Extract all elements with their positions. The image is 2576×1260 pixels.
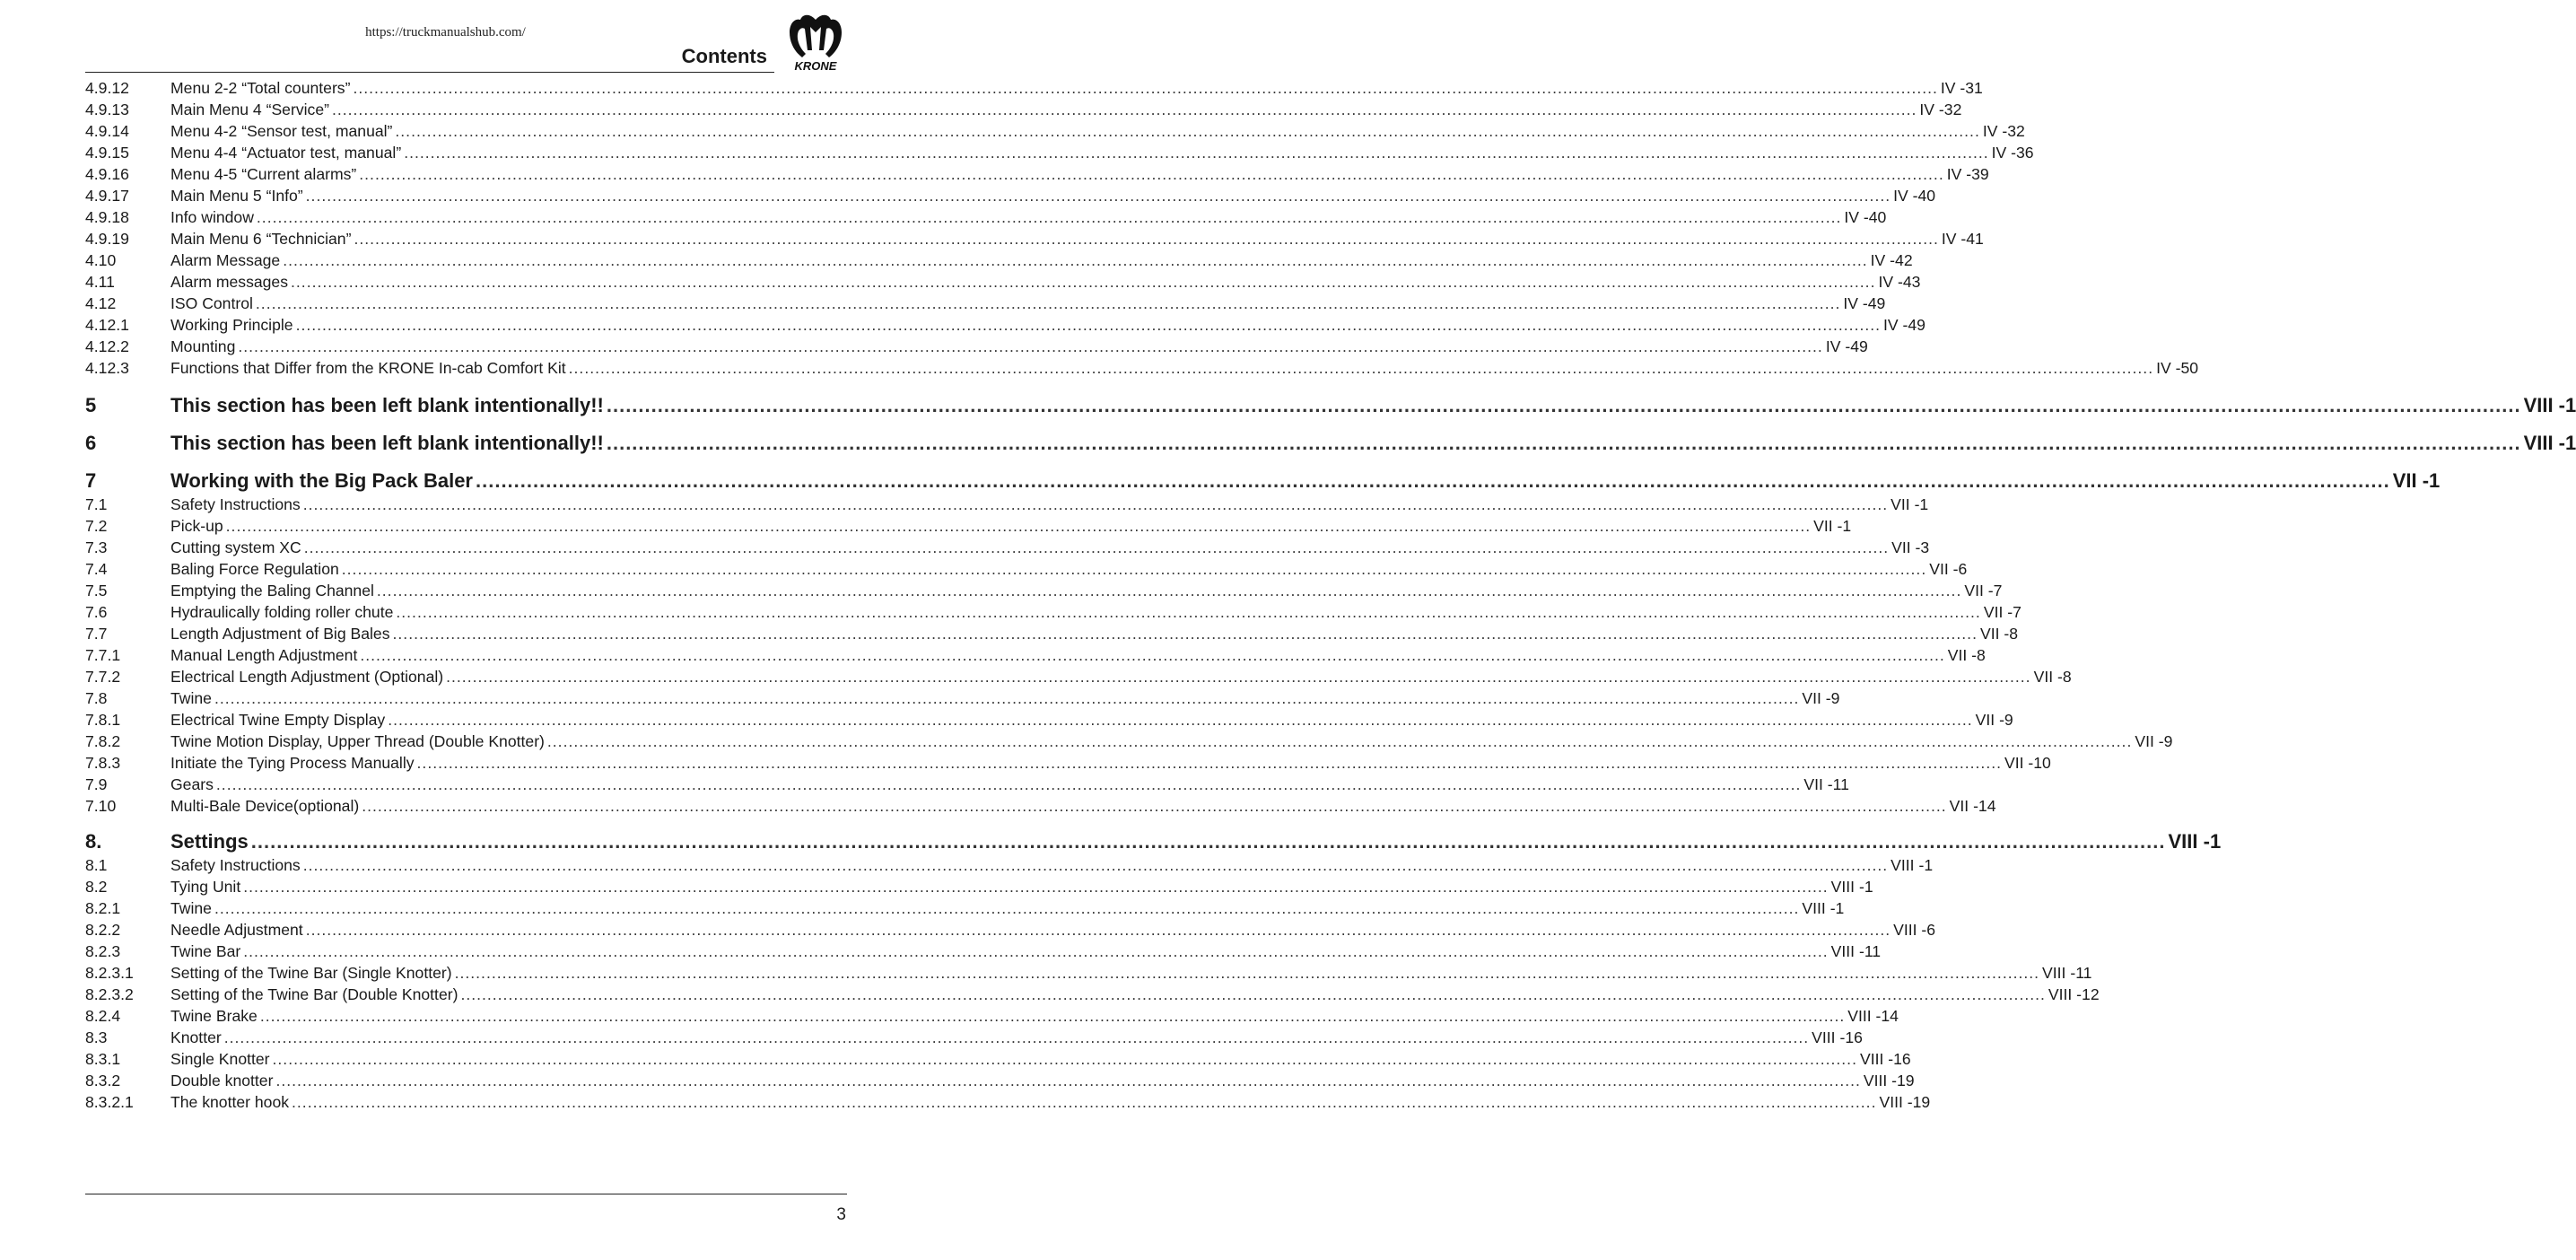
toc-dot-leader: ............................................................................................................................................................................................................................................................................................................ [454, 964, 2040, 982]
toc-dot-leader: ............................................................................................................................................................................................................................................................................................................ [404, 144, 1989, 162]
toc-entry[interactable] [85, 494, 1929, 515]
toc-entry[interactable] [85, 774, 1849, 795]
toc-section-entry[interactable] [85, 468, 2441, 494]
toc-entry-number: 8.3.1 [85, 1050, 121, 1068]
page-title: Contents [681, 45, 767, 67]
toc-entry-title: Electrical Length Adjustment (Optional) [170, 668, 444, 686]
page-number: 3 [836, 1205, 846, 1224]
toc-entry-number: 7.9 [85, 775, 108, 793]
toc-entry-title: Alarm Message [170, 251, 281, 269]
toc-entry-title: Gears [170, 775, 214, 793]
toc-entry-page: VII -6 [1929, 560, 1968, 578]
toc-entry[interactable] [85, 897, 1845, 919]
toc-entry-page: VIII -16 [1859, 1050, 1911, 1068]
toc-dot-leader: ............................................................................................................................................................................................................................................................................................................ [295, 316, 1882, 334]
toc-entry-title: Electrical Twine Empty Display [170, 711, 386, 729]
toc-entry-number: 8.2.3 [85, 942, 121, 960]
toc-entry[interactable] [85, 249, 1913, 271]
toc-entry-page: VIII -1 [2168, 830, 2222, 853]
toc-entry-title: Single Knotter [170, 1050, 270, 1068]
toc-entry-title: Working with the Big Pack Baler [170, 469, 473, 492]
toc-entry-page: VII -1 [1813, 517, 1852, 535]
toc-entry-number: 7.4 [85, 560, 108, 578]
toc-section-entry[interactable] [85, 431, 2576, 456]
toc-entry[interactable] [85, 293, 1886, 314]
toc-entry-page: VIII -14 [1847, 1007, 1899, 1025]
toc-dot-leader: ............................................................................................................................................................................................................................................................................................................ [243, 942, 1829, 960]
toc-entry[interactable] [85, 984, 2100, 1005]
toc-entry-number: 7.7.1 [85, 646, 121, 664]
toc-entry-title: Safety Instructions [170, 856, 301, 874]
toc-entry-page: VII -7 [1964, 582, 2003, 599]
toc-entry-number: 8. [85, 830, 102, 853]
toc-entry-number: 4.9.13 [85, 101, 129, 118]
toc-entry-title: Twine Motion Display, Upper Thread (Double Knotter) [170, 732, 545, 750]
toc-dot-leader: ............................................................................................................................................................................................................................................................................................................ [396, 603, 1981, 621]
toc-entry[interactable] [85, 1027, 1863, 1048]
toc-entry-page: VIII -19 [1879, 1093, 1931, 1111]
toc-entry-number: 6 [85, 432, 97, 454]
toc-entry-title: Main Menu 5 “Info” [170, 187, 303, 205]
toc-entry-number: 4.9.17 [85, 187, 129, 205]
toc-entry-page: VII -8 [1979, 625, 2019, 643]
toc-entry-page: IV -32 [1919, 101, 1962, 118]
toc-entry-title: Manual Length Adjustment [170, 646, 358, 664]
toc-entry-number: 4.12.1 [85, 316, 129, 334]
toc-entry-number: 8.1 [85, 856, 108, 874]
toc-entry-title: Multi-Bale Device(optional) [170, 797, 360, 815]
toc-entry[interactable] [85, 919, 1936, 941]
toc-entry-number: 7.6 [85, 603, 108, 621]
toc-entry-number: 8.2.2 [85, 921, 121, 939]
toc-entry[interactable] [85, 163, 1989, 185]
toc-entry[interactable] [85, 314, 1925, 336]
toc-dot-leader: ............................................................................................................................................................................................................................................................................................................ [606, 432, 2521, 454]
toc-entry-page: IV -50 [2156, 359, 2199, 377]
toc-entry-page: VIII -1 [1802, 899, 1845, 917]
toc-entry-number: 8.2.4 [85, 1007, 121, 1025]
toc-entry-number: 7.7.2 [85, 668, 121, 686]
toc-entry-number: 7.8.2 [85, 732, 121, 750]
toc-entry[interactable] [85, 941, 1882, 962]
toc-entry-number: 4.9.12 [85, 79, 129, 97]
toc-entry-title: Twine Bar [170, 942, 241, 960]
toc-entry-number: 7.5 [85, 582, 108, 599]
toc-entry[interactable] [85, 271, 1921, 293]
toc-dot-leader: ............................................................................................................................................................................................................................................................................................................ [341, 560, 1927, 578]
source-url: https://truckmanualshub.com/ [365, 25, 526, 39]
toc-entry[interactable] [85, 228, 1984, 249]
toc-entry-title: Safety Instructions [170, 495, 301, 513]
toc-dot-leader: ............................................................................................................................................................................................................................................................................................................ [272, 1050, 1857, 1068]
toc-entry-number: 4.9.14 [85, 122, 129, 140]
toc-entry-title: Settings [170, 830, 249, 853]
toc-entry-page: VIII -1 [2523, 432, 2576, 454]
toc-entry-number: 8.2 [85, 878, 108, 896]
toc-dot-leader: ............................................................................................................................................................................................................................................................................................................ [362, 797, 1947, 815]
toc-entry-number: 7.8.1 [85, 711, 121, 729]
toc-entry-title: The knotter hook [170, 1093, 290, 1111]
toc-entry-title: Needle Adjustment [170, 921, 303, 939]
toc-entry[interactable] [85, 623, 2019, 644]
toc-entry-title: Menu 4-4 “Actuator test, manual” [170, 144, 402, 162]
toc-entry[interactable] [85, 185, 1936, 206]
toc-entry-page: VIII -12 [2048, 985, 2100, 1003]
toc-entry[interactable] [85, 336, 1868, 357]
toc-entry-page: IV -39 [1946, 165, 1989, 183]
toc-entry-title: Twine [170, 689, 212, 707]
toc-entry-page: IV -40 [1893, 187, 1936, 205]
toc-entry-title: Menu 2-2 “Total counters” [170, 79, 351, 97]
header-divider [85, 72, 774, 73]
toc-dot-leader: ............................................................................................................................................................................................................................................................................................................ [259, 1007, 1846, 1025]
toc-entry-title: Menu 4-2 “Sensor test, manual” [170, 122, 393, 140]
toc-entry-number: 7.8 [85, 689, 108, 707]
toc-entry-number: 7.7 [85, 625, 108, 643]
toc-dot-leader: ............................................................................................................................................................................................................................................................................................................ [256, 208, 1842, 226]
toc-entry-number: 5 [85, 394, 97, 416]
toc-entry-title: Twine [170, 899, 212, 917]
toc-dot-leader: ............................................................................................................................................................................................................................................................................................................ [302, 856, 1889, 874]
toc-entry[interactable] [85, 537, 1930, 558]
toc-entry[interactable] [85, 666, 2072, 687]
toc-entry[interactable] [85, 601, 2022, 623]
toc-entry-title: Info window [170, 208, 254, 226]
toc-entry-page: VII -11 [1803, 775, 1849, 793]
toc-entry-title: Working Principle [170, 316, 293, 334]
toc-entry-title: Initiate the Tying Process Manually [170, 754, 415, 772]
toc-dot-leader: ............................................................................................................................................................................................................................................................................................................ [416, 754, 2002, 772]
toc-dot-leader: ............................................................................................................................................................................................................................................................................................................ [446, 668, 2031, 686]
toc-entry[interactable] [85, 1048, 1911, 1070]
toc-entry-page: IV -41 [1941, 230, 1984, 248]
toc-dot-leader: ............................................................................................................................................................................................................................................................................................................ [223, 1028, 1810, 1046]
toc-dot-leader: ............................................................................................................................................................................................................................................................................................................ [376, 582, 1962, 599]
toc-entry-number: 4.9.18 [85, 208, 129, 226]
toc-dot-leader: ............................................................................................................................................................................................................................................................................................................ [250, 830, 2166, 853]
toc-dot-leader: ............................................................................................................................................................................................................................................................................................................ [238, 337, 1823, 355]
toc-dot-leader: ............................................................................................................................................................................................................................................................................................................ [606, 394, 2521, 416]
toc-dot-leader: ............................................................................................................................................................................................................................................................................................................ [303, 538, 1890, 556]
toc-dot-leader: ............................................................................................................................................................................................................................................................................................................ [331, 101, 1917, 118]
toc-dot-leader: ............................................................................................................................................................................................................................................................................................................ [255, 294, 1841, 312]
toc-entry-page: VIII -19 [1863, 1072, 1915, 1089]
toc-dot-leader: ............................................................................................................................................................................................................................................................................................................ [359, 165, 1944, 183]
toc-entry-page: VII -8 [2033, 668, 2072, 686]
toc-dot-leader: ............................................................................................................................................................................................................................................................................................................ [568, 359, 2154, 377]
toc-dot-leader: ............................................................................................................................................................................................................................................................................................................ [360, 646, 1945, 664]
toc-entry-page: IV -42 [1870, 251, 1913, 269]
toc-dot-leader: ............................................................................................................................................................................................................................................................................................................ [275, 1072, 1861, 1089]
svg-text:KRONE: KRONE [794, 59, 837, 73]
toc-entry-page: VII -10 [2004, 754, 2051, 772]
toc-entry-number: 7.10 [85, 797, 117, 815]
toc-entry-number: 7.3 [85, 538, 108, 556]
toc-entry-page: VIII -11 [2042, 964, 2092, 982]
toc-entry[interactable] [85, 795, 1996, 817]
toc-entry[interactable] [85, 854, 1934, 876]
toc-entry-title: Functions that Differ from the KRONE In-cab Comfort Kit [170, 359, 566, 377]
toc-dot-leader: ............................................................................................................................................................................................................................................................................................................ [460, 985, 2046, 1003]
toc-entry[interactable] [85, 357, 2199, 379]
toc-entry-page: VII -14 [1949, 797, 1996, 815]
toc-entry-number: 8.2.3.1 [85, 964, 134, 982]
toc-entry-page: VII -9 [1975, 711, 2013, 729]
toc-entry-number: 7.1 [85, 495, 108, 513]
toc-dot-leader: ............................................................................................................................................................................................................................................................................................................ [225, 517, 1812, 535]
toc-entry-number: 4.11 [85, 273, 115, 291]
toc-entry-page: VII -1 [2392, 469, 2441, 492]
toc-dot-leader: ............................................................................................................................................................................................................................................................................................................ [476, 469, 2390, 492]
toc-entry-number: 4.12 [85, 294, 117, 312]
toc-entry[interactable] [85, 752, 2051, 774]
toc-dot-leader: ............................................................................................................................................................................................................................................................................................................ [214, 689, 1800, 707]
toc-entry-number: 8.2.3.2 [85, 985, 134, 1003]
toc-entry-title: Main Menu 6 “Technician” [170, 230, 352, 248]
toc-entry-number: 8.2.1 [85, 899, 121, 917]
toc-dot-leader: ............................................................................................................................................................................................................................................................................................................ [243, 878, 1829, 896]
toc-dot-leader: ............................................................................................................................................................................................................................................................................................................ [283, 251, 1868, 269]
toc-entry[interactable] [85, 515, 1852, 537]
toc-entry-number: 8.3.2.1 [85, 1093, 134, 1111]
toc-entry[interactable] [85, 876, 1873, 897]
toc-entry[interactable] [85, 120, 2025, 142]
toc-entry-number: 4.9.15 [85, 144, 129, 162]
toc-entry-title: This section has been left blank intentionally!! [170, 394, 604, 416]
toc-entry[interactable] [85, 142, 2034, 163]
toc-entry-page: VII -8 [1947, 646, 1986, 664]
toc-entry-number: 7 [85, 469, 97, 492]
toc-entry[interactable] [85, 1005, 1899, 1027]
toc-entry-number: 8.3.2 [85, 1072, 121, 1089]
toc-entry-page: VII -9 [1802, 689, 1840, 707]
toc-entry-number: 4.9.16 [85, 165, 129, 183]
toc-entry[interactable] [85, 709, 2013, 731]
toc-entry[interactable] [85, 206, 1887, 228]
toc-entry-page: VIII -6 [1893, 921, 1936, 939]
toc-dot-leader: ............................................................................................................................................................................................................................................................................................................ [395, 122, 1980, 140]
toc-entry-number: 4.12.2 [85, 337, 129, 355]
toc-entry-title: Main Menu 4 “Service” [170, 101, 329, 118]
toc-entry-title: Emptying the Baling Channel [170, 582, 374, 599]
toc-entry-page: VII -9 [2135, 732, 2173, 750]
toc-entry-title: Double knotter [170, 1072, 274, 1089]
toc-entry-page: IV -32 [1982, 122, 2025, 140]
toc-entry[interactable] [85, 687, 1840, 709]
toc-entry-page: VII -1 [1891, 495, 1929, 513]
toc-entry[interactable] [85, 77, 1983, 99]
toc-entry[interactable] [85, 644, 1986, 666]
toc-entry-title: Knotter [170, 1028, 222, 1046]
toc-entry-number: 4.12.3 [85, 359, 129, 377]
toc-entry[interactable] [85, 962, 2092, 984]
toc-entry-number: 4.9.19 [85, 230, 129, 248]
toc-entry-page: VIII -1 [1891, 856, 1934, 874]
toc-entry[interactable] [85, 558, 1968, 580]
toc-dot-leader: ............................................................................................................................................................................................................................................................................................................ [292, 1093, 1877, 1111]
toc-entry-title: Baling Force Regulation [170, 560, 339, 578]
toc-entry-title: Menu 4-5 “Current alarms” [170, 165, 357, 183]
toc-entry-title: Tying Unit [170, 878, 241, 896]
toc-entry-page: IV -40 [1844, 208, 1887, 226]
toc-entry-page: VII -7 [1983, 603, 2022, 621]
toc-entry[interactable] [85, 731, 2173, 752]
toc-dot-leader: ............................................................................................................................................................................................................................................................................................................ [388, 711, 1973, 729]
toc-entry-number: 7.8.3 [85, 754, 121, 772]
toc-entry-page: IV -49 [1843, 294, 1886, 312]
toc-dot-leader: ............................................................................................................................................................................................................................................................................................................ [302, 495, 1889, 513]
toc-dot-leader: ............................................................................................................................................................................................................................................................................................................ [354, 230, 1939, 248]
toc-dot-leader: ............................................................................................................................................................................................................................................................................................................ [546, 732, 2133, 750]
toc-section-entry[interactable] [85, 829, 2222, 854]
toc-entry-title: ISO Control [170, 294, 253, 312]
toc-dot-leader: ............................................................................................................................................................................................................................................................................................................ [353, 79, 1938, 97]
toc-entry-title: Setting of the Twine Bar (Double Knotter) [170, 985, 458, 1003]
toc-entry-title: Pick-up [170, 517, 223, 535]
toc-entry-number: 7.2 [85, 517, 108, 535]
toc-entry-page: IV -36 [1991, 144, 2034, 162]
toc-entry-page: VIII -16 [1812, 1028, 1863, 1046]
toc-entry-title: Hydraulically folding roller chute [170, 603, 394, 621]
table-of-contents [85, 77, 2576, 1113]
toc-entry-page: VIII -11 [1830, 942, 1882, 960]
toc-entry-title: This section has been left blank intentionally!! [170, 432, 604, 454]
toc-dot-leader: ............................................................................................................................................................................................................................................................................................................ [305, 921, 1891, 939]
toc-dot-leader: ............................................................................................................................................................................................................................................................................................................ [392, 625, 1978, 643]
toc-dot-leader: ............................................................................................................................................................................................................................................................................................................ [214, 899, 1800, 917]
toc-entry-title: Cutting system XC [170, 538, 301, 556]
toc-entry-title: Twine Brake [170, 1007, 258, 1025]
toc-dot-leader: ............................................................................................................................................................................................................................................................................................................ [215, 775, 1802, 793]
toc-entry-number: 8.3 [85, 1028, 108, 1046]
toc-section-entry[interactable] [85, 393, 2576, 418]
toc-entry-page: VII -3 [1891, 538, 1930, 556]
toc-entry-title: Length Adjustment of Big Bales [170, 625, 390, 643]
toc-entry-page: IV -49 [1883, 316, 1925, 334]
toc-entry[interactable] [85, 99, 1962, 120]
toc-entry-page: VIII -1 [1830, 878, 1873, 896]
toc-entry-number: 4.10 [85, 251, 117, 269]
toc-entry[interactable] [85, 580, 2003, 601]
toc-entry-page: VIII -1 [2523, 394, 2576, 416]
toc-dot-leader: ............................................................................................................................................................................................................................................................................................................ [291, 273, 1876, 291]
toc-entry[interactable] [85, 1070, 1915, 1091]
toc-entry-title: Alarm messages [170, 273, 289, 291]
toc-entry-title: Mounting [170, 337, 236, 355]
toc-entry-page: IV -43 [1878, 273, 1921, 291]
toc-entry-page: IV -31 [1940, 79, 1983, 97]
krone-logo-icon [784, 11, 847, 74]
toc-dot-leader: ............................................................................................................................................................................................................................................................................................................ [305, 187, 1891, 205]
toc-entry-page: IV -49 [1825, 337, 1868, 355]
toc-entry-title: Setting of the Twine Bar (Single Knotter) [170, 964, 452, 982]
toc-entry[interactable] [85, 1091, 1931, 1113]
